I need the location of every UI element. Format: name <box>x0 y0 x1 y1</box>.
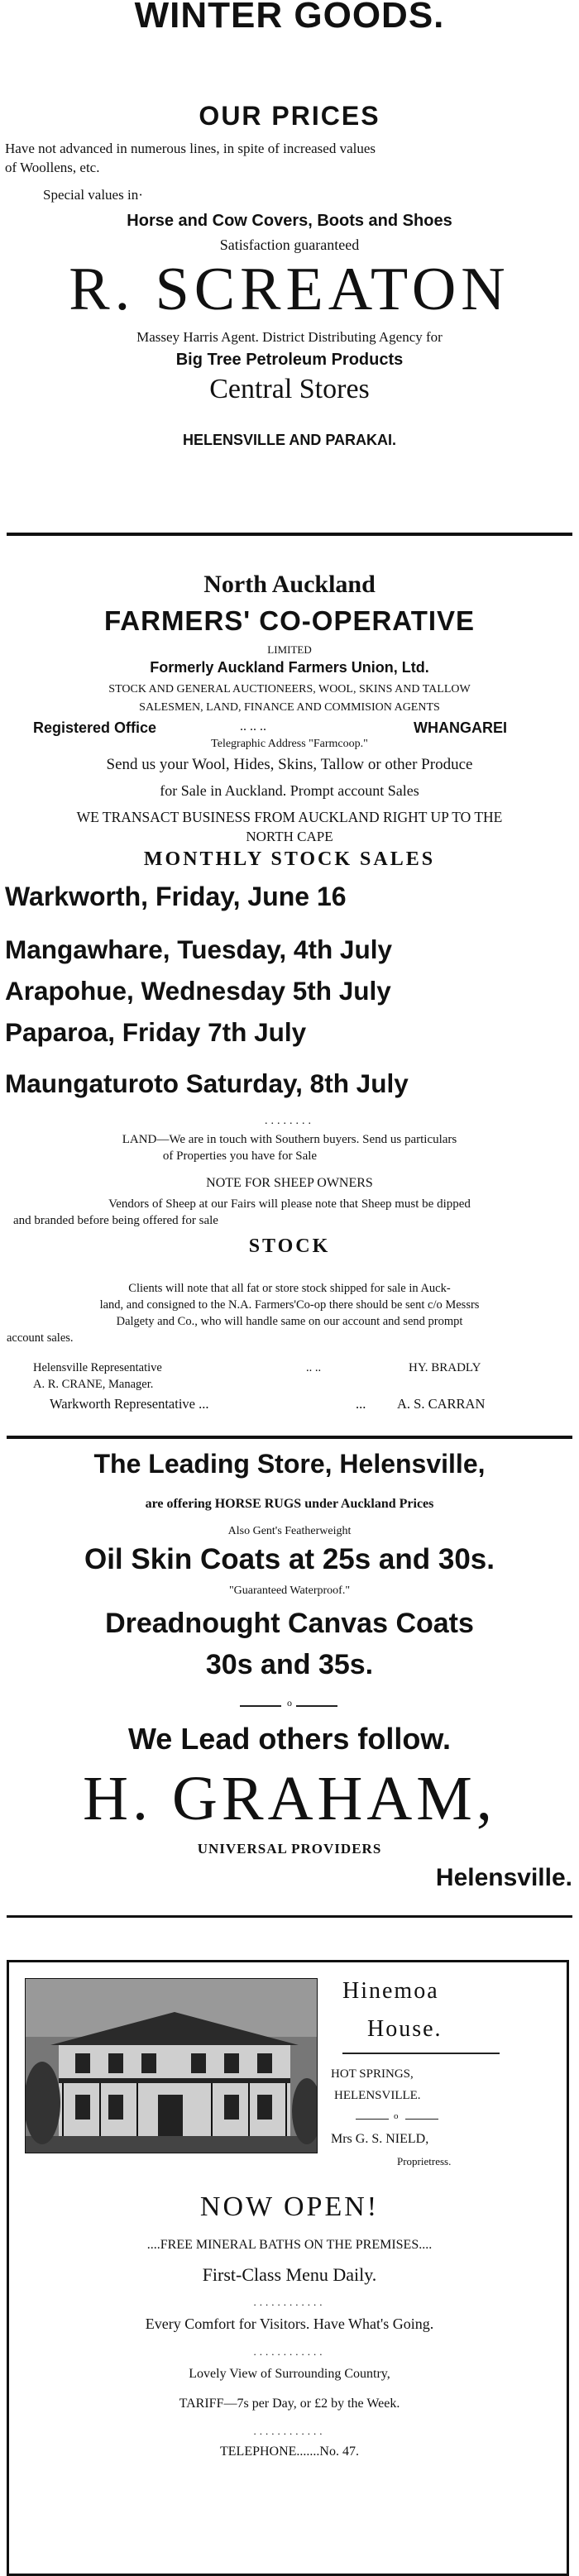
transact-line-1: WE TRANSACT BUSINESS FROM AUCKLAND RIGHT UP TO THE <box>76 809 503 825</box>
helensville-representative-label: Helensville Representative <box>33 1361 162 1374</box>
land-line-1: LAND—We are in touch with Southern buyers. Send us particulars <box>122 1133 457 1146</box>
lovely-view-line: Lovely View of Surrounding Country, <box>189 2367 390 2381</box>
clients-line-2: land, and consigned to the N.A. Farmers'Co-op there should be sent c/o Messrs <box>99 1298 480 1312</box>
sale-maungaturoto: Maungaturoto Saturday, 8th July <box>5 1068 409 1098</box>
our-prices-subhead: OUR PRICES <box>199 101 380 131</box>
north-auckland-title: North Auckland <box>203 571 376 598</box>
transact-line-2: NORTH CAPE <box>246 829 333 844</box>
central-stores-line: Central Stores <box>209 374 370 404</box>
hot-springs-line: HOT SPRINGS, <box>331 2067 414 2081</box>
divider-line-right <box>296 1705 337 1707</box>
clients-line-3: Dalgety and Co., who will handle same on our account and send prompt <box>116 1315 463 1328</box>
hinemoa-town-line: HELENSVILLE. <box>334 2089 421 2102</box>
limited-label: LIMITED <box>267 643 312 656</box>
helensville-representative-name: HY. BRADLY <box>409 1361 481 1374</box>
free-mineral-baths: ....FREE MINERAL BATHS ON THE PREMISES.... <box>146 2238 433 2252</box>
leading-store-headline: The Leading Store, Helensville, <box>93 1449 486 1479</box>
services-line-2: SALESMEN, LAND, FINANCE AND COMMISION AGENTS <box>139 701 440 714</box>
dreadnought-coats-line-2: 30s and 35s. <box>205 1649 374 1680</box>
now-open-banner: NOW OPEN! <box>199 2191 380 2222</box>
telephone-line: TELEPHONE.......No. 47. <box>220 2445 359 2459</box>
hinemoa-divider-marker: o <box>394 2111 399 2121</box>
helensville-signoff: Helensville. <box>435 1864 572 1891</box>
gents-featherweight-line: Also Gent's Featherweight <box>227 1525 352 1537</box>
registered-office-dots: .. .. .. <box>240 719 266 734</box>
hinemoa-divider-right <box>405 2119 438 2120</box>
agent-line: Massey Harris Agent. District Distributing Agency for <box>136 329 443 345</box>
section-divider-rule <box>7 1436 572 1439</box>
section-divider-rule <box>7 1915 572 1918</box>
hinemoa-divider-left <box>356 2119 389 2120</box>
universal-providers-line: UNIVERSAL PROVIDERS <box>197 1841 382 1857</box>
stock-heading: STOCK <box>248 1235 331 1257</box>
dots-separator-3: ............ <box>253 2425 326 2437</box>
farmers-cooperative-title: FARMERS' CO-OPERATIVE <box>103 605 476 636</box>
menu-line: First-Class Menu Daily. <box>202 2264 377 2285</box>
proprietor-name: Mrs G. S. NIELD, <box>331 2132 429 2146</box>
warkworth-representative-label: Warkworth Representative ... <box>50 1396 209 1412</box>
warkworth-representative-name: A. S. CARRAN <box>397 1396 486 1412</box>
every-comfort-line: Every Comfort for Visitors. Have What's Going. <box>145 2316 434 2332</box>
registered-office-place: WHANGAREI <box>414 719 507 736</box>
send-produce-line-1: Send us your Wool, Hides, Skins, Tallow or other Produce <box>106 756 473 773</box>
manager-line: A. R. CRANE, Manager. <box>33 1378 154 1391</box>
title-underline <box>342 2053 500 2054</box>
sale-paparoa: Paparoa, Friday 7th July <box>5 1017 307 1047</box>
hotel-building-photo <box>25 1978 318 2153</box>
sale-warkworth: Warkworth, Friday, June 16 <box>5 882 347 911</box>
sale-mangawhare: Mangawhare, Tuesday, 4th July <box>5 934 392 964</box>
special-values-line: Special values in· <box>43 187 143 203</box>
monthly-stock-sales: MONTHLY STOCK SALES <box>143 848 436 870</box>
dreadnought-coats-line-1: Dreadnought Canvas Coats <box>105 1608 474 1639</box>
vendors-line-2: and branded before being offered for sale <box>13 1214 218 1227</box>
dots-separator-2: ............ <box>253 2345 326 2358</box>
note-sheep-owners: NOTE FOR SHEEP OWNERS <box>206 1176 373 1190</box>
graham-name: H. GRAHAM, <box>83 1764 496 1833</box>
prices-body-line-2: of Woollens, etc. <box>5 160 100 175</box>
clients-line-4: account sales. <box>7 1331 74 1345</box>
dots-separator: ........ <box>265 1115 314 1127</box>
hinemoa-title: Hinemoa <box>342 1978 439 2004</box>
warkworth-representative-dots: ... <box>356 1396 366 1412</box>
registered-office-label: Registered Office <box>33 719 157 736</box>
helensville-representative-dots: .. .. <box>306 1361 322 1374</box>
formerly-line: Formerly Auckland Farmers Union, Ltd. <box>150 659 429 676</box>
store-locations: HELENSVILLE AND PARAKAI. <box>182 432 396 448</box>
vendors-line-1: Vendors of Sheep at our Fairs will please note that Sheep must be dipped <box>108 1197 471 1211</box>
send-produce-line-2: for Sale in Auckland. Prompt account Sales <box>160 782 419 799</box>
proprietress-label: Proprietress. <box>397 2155 452 2167</box>
we-lead-line: We Lead others follow. <box>127 1722 452 1756</box>
horse-rugs-line: are offering HORSE RUGS under Auckland Prices <box>145 1497 434 1511</box>
hotel-building-illustration <box>26 1979 317 2153</box>
land-line-2: of Properties you have for Sale <box>162 1149 318 1163</box>
house-title: House. <box>367 2016 443 2042</box>
section-divider-rule <box>7 533 572 536</box>
services-line-1: STOCK AND GENERAL AUCTIONEERS, WOOL, SKINS AND TALLOW <box>108 683 471 695</box>
clients-line-1: Clients will note that all fat or store stock shipped for sale in Auck- <box>128 1282 451 1295</box>
tariff-line: TARIFF—7s per Day, or £2 by the Week. <box>179 2397 400 2411</box>
dots-separator-1: ............ <box>253 2296 326 2308</box>
oil-skin-coats-line: Oil Skin Coats at 25s and 30s. <box>84 1543 495 1575</box>
screaton-name: R. SCREATON <box>69 256 510 323</box>
telegraphic-address: Telegraphic Address "Farmcoop." <box>211 738 368 750</box>
prices-body-line-1: Have not advanced in numerous lines, in spite of increased values <box>5 141 376 156</box>
sale-arapohue: Arapohue, Wednesday 5th July <box>5 976 391 1006</box>
products-line: Horse and Cow Covers, Boots and Shoes <box>127 212 452 230</box>
winter-goods-headline: WINTER GOODS. <box>134 0 445 36</box>
divider-marker: o <box>287 1697 292 1709</box>
guaranteed-waterproof-line: "Guaranteed Waterproof." <box>228 1584 351 1597</box>
petroleum-line: Big Tree Petroleum Products <box>175 351 404 369</box>
satisfaction-line: Satisfaction guaranteed <box>219 237 360 253</box>
